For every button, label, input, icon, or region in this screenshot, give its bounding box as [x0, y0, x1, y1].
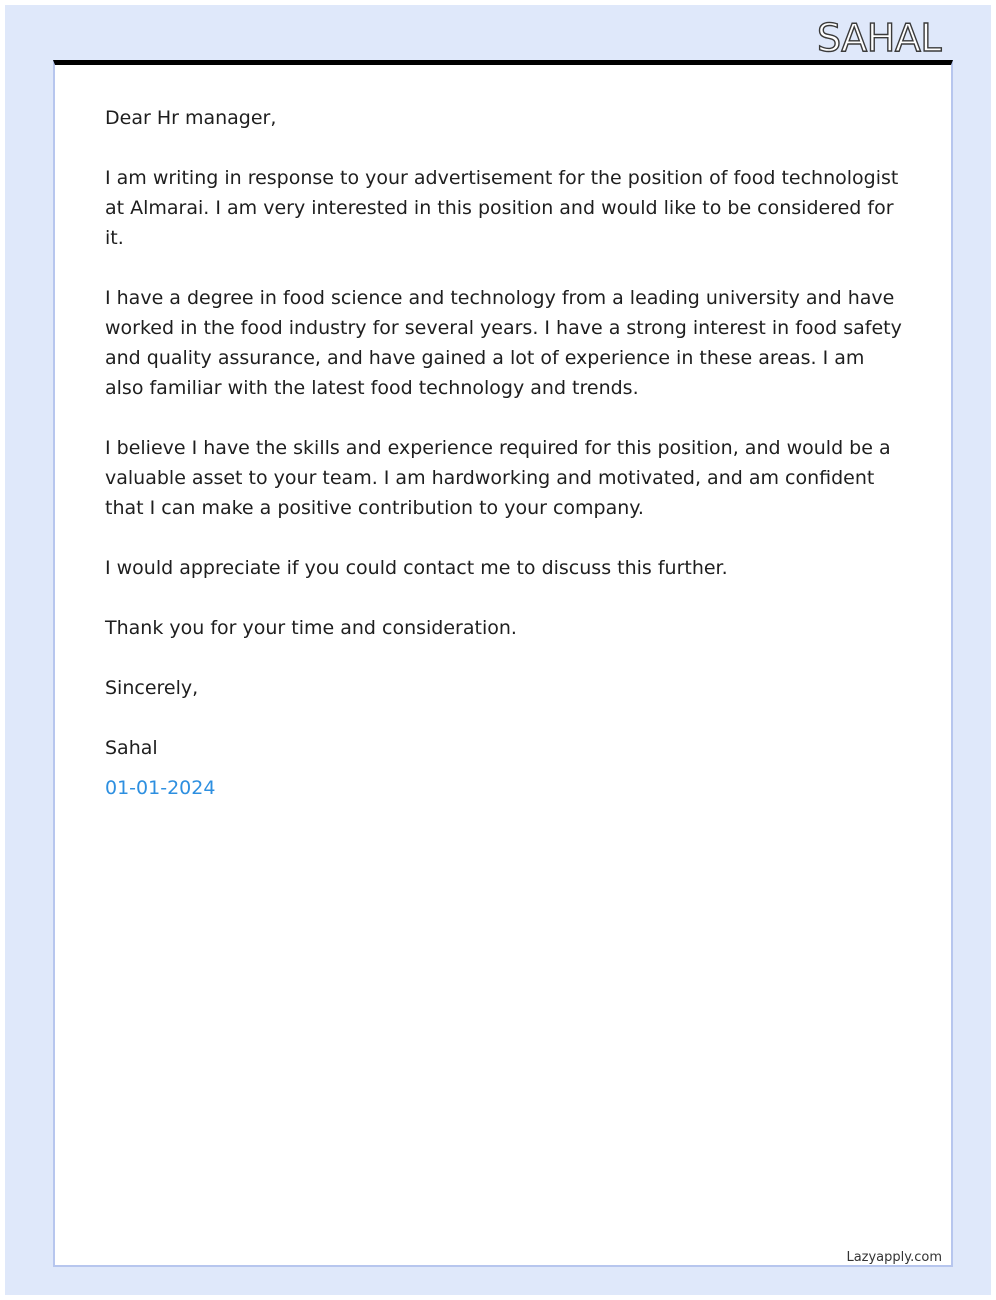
paragraph-1: I am writing in response to your advertisement for the position of food technologist at Almarai. I am very interested in this position and would like to be considered for it. [105, 167, 899, 249]
brand-name: SAHAL [816, 16, 941, 60]
page-background [5, 5, 991, 1295]
paragraph-2: I have a degree in food science and technology from a leading university and have worked in the food industry for several years. I have a strong interest in food safety and quality assurance, and have gained a lot of experience in these areas. I am also familiar with the latest food technology and trends. [105, 287, 902, 399]
paragraph-4: I would appreciate if you could contact me to discuss this further. [105, 557, 728, 579]
letter-page [53, 60, 953, 1267]
signature-name: Sahal [105, 737, 158, 759]
paragraph-3: I believe I have the skills and experience required for this position, and would be a valuable asset to your team. I am hardworking and motivated, and am confident that I can make a positive contribution to your company. [105, 437, 891, 519]
salutation: Dear Hr manager, [105, 107, 277, 129]
paragraph-5: Thank you for your time and consideration. [105, 617, 517, 639]
letter-body [105, 103, 905, 803]
closing: Sincerely, [105, 677, 199, 699]
letter-date: 01-01-2024 [105, 777, 216, 799]
footer-watermark[interactable]: Lazyapply.com [846, 1250, 942, 1265]
